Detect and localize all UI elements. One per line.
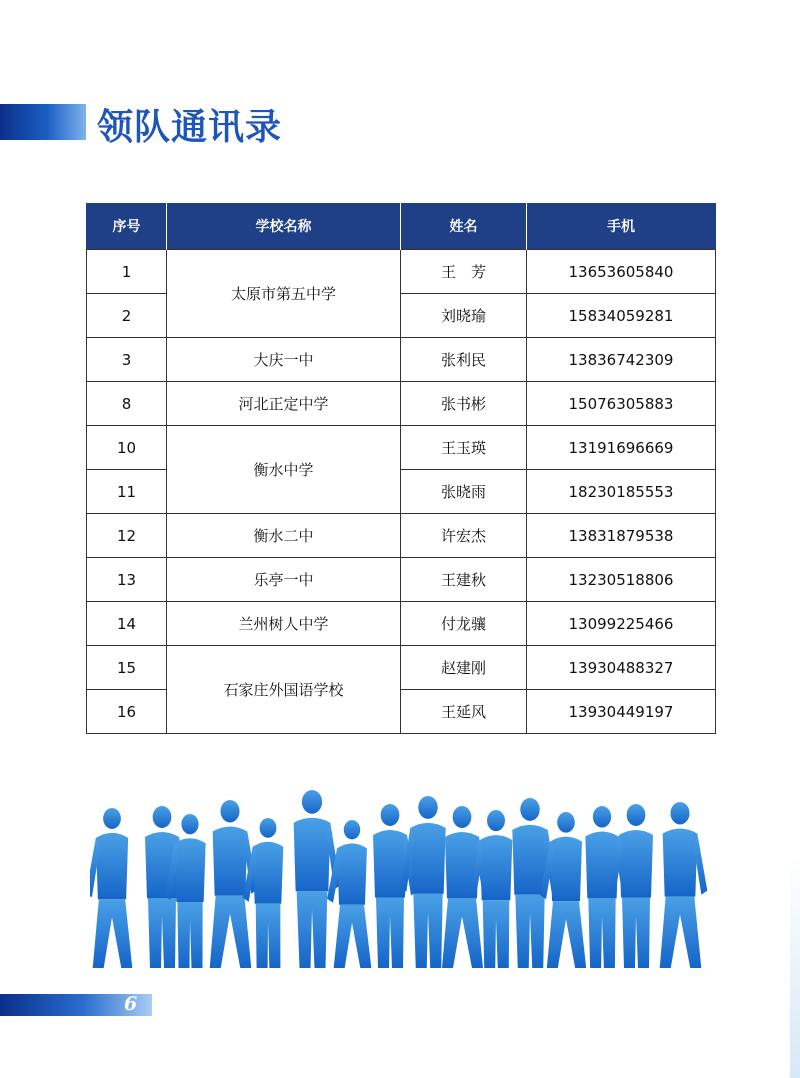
cell-index: 13	[87, 558, 167, 602]
cell-index: 8	[87, 382, 167, 426]
cell-index: 15	[87, 646, 167, 690]
cell-index: 12	[87, 514, 167, 558]
person-silhouette	[327, 820, 371, 968]
person-silhouette	[400, 796, 445, 968]
cell-index: 16	[87, 690, 167, 734]
cell-name: 张书彬	[401, 382, 527, 426]
person-silhouette	[609, 804, 653, 968]
cell-phone: 13191696669	[527, 426, 716, 470]
cell-phone: 13930449197	[527, 690, 716, 734]
cell-index: 2	[87, 294, 167, 338]
cell-name: 王建秋	[401, 558, 527, 602]
person-silhouette	[90, 808, 132, 968]
table-header-row	[87, 203, 716, 250]
cell-index: 11	[87, 470, 167, 514]
cell-name: 张利民	[401, 338, 527, 382]
table-row	[87, 426, 716, 470]
cell-school: 太原市第五中学	[167, 250, 401, 338]
header-index: 序号	[87, 203, 167, 250]
cell-name: 许宏杰	[401, 514, 527, 558]
cell-phone: 13230518806	[527, 558, 716, 602]
leader-contact-table	[86, 203, 716, 734]
header-school: 学校名称	[167, 203, 401, 250]
table-row	[87, 514, 716, 558]
table-row	[87, 558, 716, 602]
cell-phone: 18230185553	[527, 470, 716, 514]
cell-name: 王延风	[401, 690, 527, 734]
cell-school: 衡水中学	[167, 426, 401, 514]
cell-phone: 13836742309	[527, 338, 716, 382]
table-row	[87, 382, 716, 426]
table-row	[87, 646, 716, 690]
cell-name: 付龙骧	[401, 602, 527, 646]
page-number: 6	[124, 993, 138, 1015]
crowd-silhouette-illustration	[90, 778, 712, 974]
cell-name: 王玉瑛	[401, 426, 527, 470]
cell-index: 3	[87, 338, 167, 382]
cell-name: 王 芳	[401, 250, 527, 294]
cell-name: 张晓雨	[401, 470, 527, 514]
person-silhouette	[660, 802, 708, 968]
cell-school: 衡水二中	[167, 514, 401, 558]
page-edge-strip	[790, 855, 800, 1078]
cell-school: 乐亭一中	[167, 558, 401, 602]
table-row	[87, 602, 716, 646]
cell-phone: 15834059281	[527, 294, 716, 338]
cell-phone: 13831879538	[527, 514, 716, 558]
title-accent-bar	[0, 104, 86, 140]
cell-index: 1	[87, 250, 167, 294]
cell-phone: 13653605840	[527, 250, 716, 294]
cell-phone: 13930488327	[527, 646, 716, 690]
table-row	[87, 250, 716, 294]
cell-phone: 15076305883	[527, 382, 716, 426]
header-phone: 手机	[527, 203, 716, 250]
cell-school: 大庆一中	[167, 338, 401, 382]
page-title: 领队通讯录	[97, 107, 283, 148]
cell-name: 赵建刚	[401, 646, 527, 690]
header-name: 姓名	[401, 203, 527, 250]
cell-school: 河北正定中学	[167, 382, 401, 426]
cell-name: 刘晓瑜	[401, 294, 527, 338]
cell-index: 10	[87, 426, 167, 470]
cell-index: 14	[87, 602, 167, 646]
cell-school: 石家庄外国语学校	[167, 646, 401, 734]
table-row	[87, 338, 716, 382]
cell-school: 兰州树人中学	[167, 602, 401, 646]
cell-phone: 13099225466	[527, 602, 716, 646]
